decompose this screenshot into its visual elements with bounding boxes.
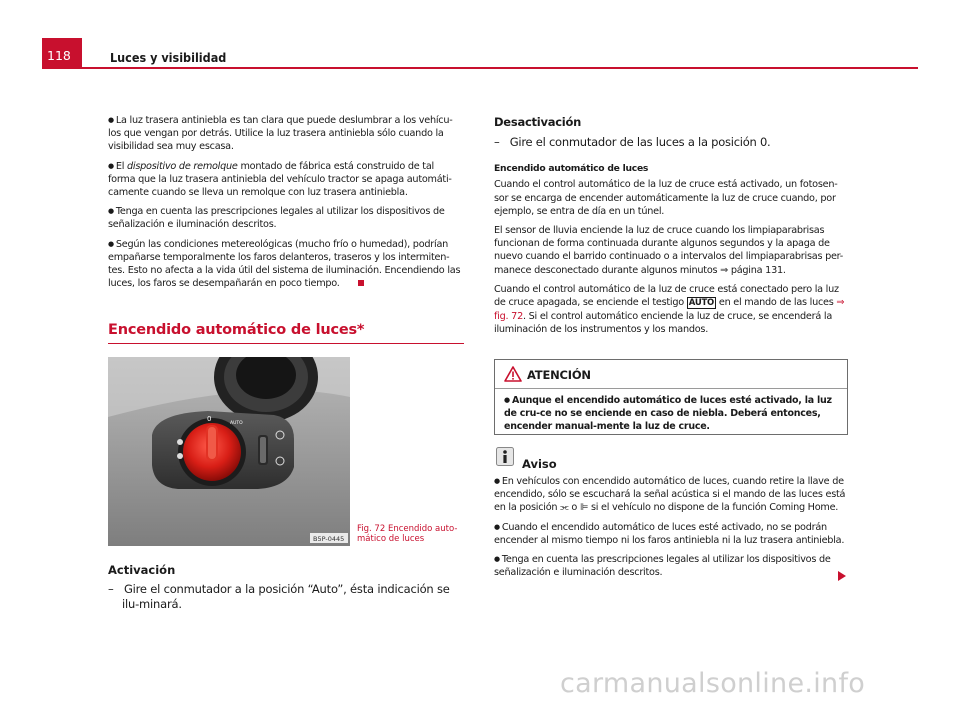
bullet-trailer-emphasis: dispositivo de remolque — [127, 160, 238, 172]
section-title: Encendido automático de luces* — [108, 322, 365, 338]
warning-title: ATENCIÓN — [527, 368, 591, 382]
light-switch-illustration — [108, 357, 350, 546]
aviso-body — [494, 475, 851, 585]
activation-heading: Activación — [108, 563, 176, 577]
warning-text: ● Aunque el encendido automático de luces esté activado, la luz de cru-ce no se enciende en caso de niebla. Deberá entonces, encender manual-mente la luz de cruce. — [504, 394, 842, 433]
header-rule — [42, 67, 918, 69]
aviso-bullet-1-mid: o — [568, 502, 580, 514]
aviso-title: Aviso — [522, 457, 557, 471]
bullet-weather-text: Según las condiciones metereológicas (mucho frío o humedad), podrían empañarse temporalmente los faros delanteros, traseros y los intermiten-tes. Esto no afecta a la vida útil del sistema de iluminación. Encendiendo las luces, los faros se desempañarán en poco tiempo. — [108, 238, 461, 290]
switch-label-auto: AUTO — [230, 421, 243, 426]
para3-text-b: en el mando de las luces — [716, 297, 837, 309]
red-square-icon — [358, 280, 364, 286]
deactivation-text: Gire el conmutador de las luces a la posición 0. — [509, 135, 771, 150]
page-header-title: Luces y visibilidad — [110, 50, 227, 65]
info-icon — [496, 447, 514, 466]
left-column — [108, 114, 464, 296]
para3-text-a: Cuando el control automático de la luz de cruce está conectado pero la luz de cruce apagada, se enciende el testigo — [494, 283, 839, 309]
right-column — [494, 116, 849, 343]
para3-text-c: . Si el control automático enciende la luz de cruce, se encenderá la iluminación de los instrumentos y los mandos. — [494, 311, 833, 336]
warning-triangle-icon — [504, 366, 522, 382]
deactivation-step — [494, 135, 849, 150]
activation-step — [108, 582, 468, 612]
auto-indicator-icon: AUTO — [688, 298, 715, 309]
aviso-bullet-1-b: si el vehículo no dispone de la función Coming Home. — [588, 502, 839, 514]
watermark: carmanualsonline.info — [560, 668, 866, 699]
activation-text: Gire el conmutador a la posición “Auto”, ésta indicación se ilu-minará. — [122, 582, 450, 611]
figure-light-switch — [108, 357, 350, 546]
bullet-trailer-suffix: montado de fábrica está construido de tal forma que la luz trasera antiniebla del vehículo tractor se apaga automáti-camente cuando se lleva un remolque con luz trasera antiniebla. — [108, 160, 452, 199]
section-rule — [108, 343, 464, 344]
aviso-bullet-1-a: En vehículos con encendido automático de luces, cuando retire la llave de encendido, sólo se escuchará la señal acústica si el mando de las luces está en la posición — [494, 476, 846, 514]
figure-code: B5P-0445 — [313, 535, 345, 543]
bullet-legal: ● Tenga en cuenta las prescripciones legales al utilizar los dispositivos de señalización e iluminación descritos. — [108, 205, 464, 231]
auto-lights-para-3 — [494, 283, 849, 337]
bullet-fog-light: ● La luz trasera antiniebla es tan clara que puede deslumbrar a los vehícu-los que vengan por detrás. Utilice la luz trasera antiniebla sólo cuando la visibilidad sea muy escasa. — [108, 114, 464, 154]
auto-lights-para-2: El sensor de lluvia enciende la luz de cruce cuando los limpiaparabrisas funcionan de forma continuada durante algunos segundos y la apaga de nuevo cuando el barrido continuado o a intervalos del limpiaparabrisas per-manece desconectado durante algunos minutos ⇒ página 131. — [494, 225, 844, 276]
figure-link[interactable]: ⇒ fig. 72 — [494, 297, 845, 323]
activation-dash: – — [108, 582, 114, 596]
warning-box — [494, 359, 848, 435]
low-beam-icon: ⊫ — [579, 502, 589, 514]
bullet-trailer — [108, 160, 464, 200]
page-number: 118 — [42, 38, 82, 68]
deactivation-heading: Desactivación — [494, 115, 582, 129]
switch-label-zero: 0 — [207, 415, 212, 423]
warning-header — [495, 360, 847, 389]
bullet-weather — [108, 238, 464, 291]
aviso-bullet-2: ● Cuando el encendido automático de luces esté activado, no se podrán encender al mismo tiempo ni los faros antiniebla ni la luz trasera antiniebla. — [494, 521, 851, 547]
parking-light-icon: ⫘ — [560, 502, 569, 514]
aviso-bullet-3: ● Tenga en cuenta las prescripciones legales al utilizar los dispositivos de señalización e iluminación descritos. — [494, 553, 851, 579]
auto-lights-heading: Encendido automático de luces — [494, 163, 649, 175]
auto-lights-para-1: Cuando el control automático de la luz de cruce está activado, un fotosen-sor se encarga de encender automáticamente la luz de cruce cuando, por ejemplo, se entra de día en un túnel. — [494, 179, 838, 217]
next-arrow-icon — [838, 571, 846, 581]
aviso-bullet-1 — [494, 475, 851, 515]
deactivation-dash: – — [494, 135, 500, 150]
bullet-trailer-prefix: El — [115, 160, 127, 172]
figure-caption: Fig. 72 Encendido auto-mático de luces — [357, 524, 458, 544]
